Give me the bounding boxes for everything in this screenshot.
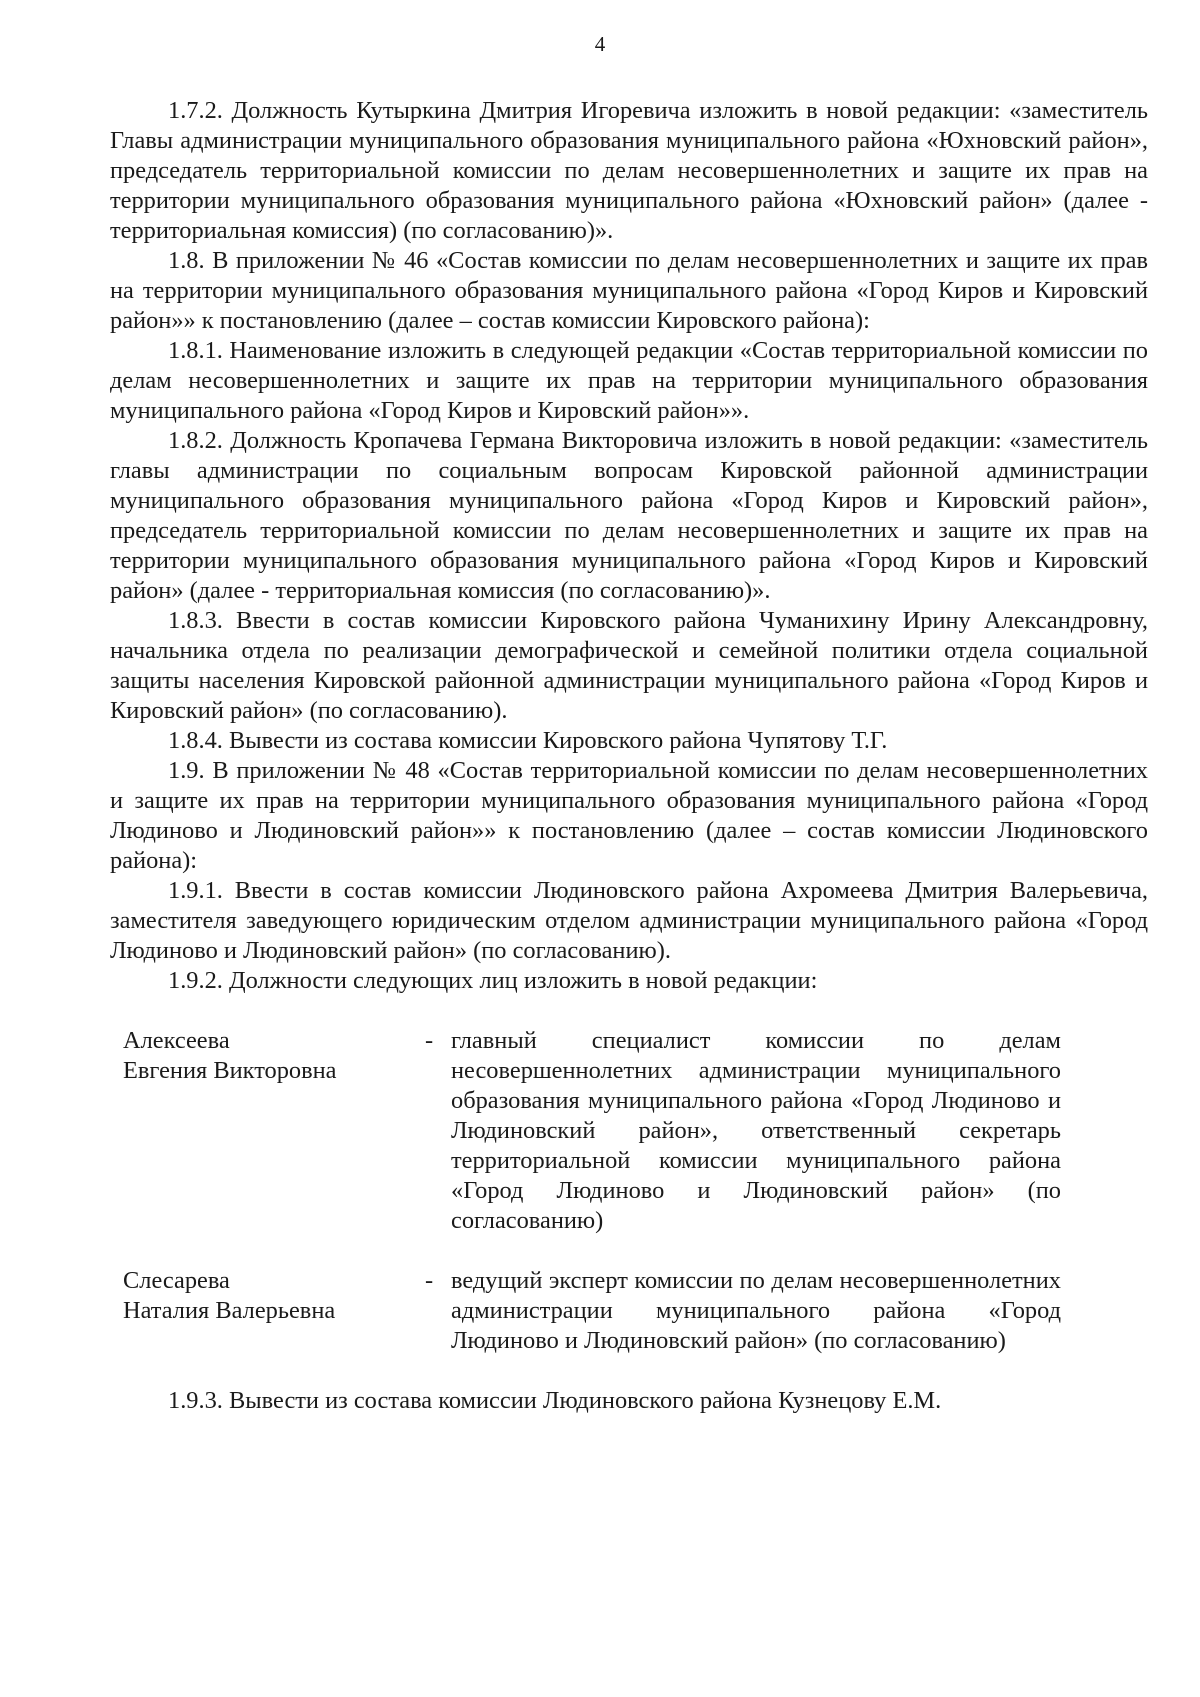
position-description: ведущий эксперт комиссии по делам несовершеннолетних администрации муниципального района «Город Людиново и Людиновский район» (по согласованию) [451,1267,1061,1354]
paragraph-1-8-2: 1.8.2. Должность Кропачева Германа Викторовича изложить в новой редакции: «заместитель главы администрации по социальным вопросам Кировской районной администрации муниципального образования муниципального района «Город Киров и Кировский район», председатель территориальной комиссии по делам несовершеннолетних и защите их прав на территории муниципального образования муниципального района «Город Киров и Кировский район» (далее - территориальная комиссия (по согласованию)». [110,427,1148,604]
person-given-names: Евгения Викторовна [123,1057,337,1084]
person-name [110,1266,425,1356]
paragraph-1-9: 1.9. В приложении № 48 «Состав территориальной комиссии по делам несовершеннолетних и защите их прав на территории муниципального образования муниципального района «Город Людиново и Людиновский район»» к постановлению (далее – состав комиссии Людиновского района): [110,757,1148,874]
position-dash: - [425,1267,434,1294]
paragraph-1-8: 1.8. В приложении № 46 «Состав комиссии по делам несовершеннолетних и защите их прав на территории муниципального образования муниципального района «Город Киров и Кировский район»» к постановлению (далее – состав комиссии Кировского района): [110,247,1148,334]
document-body [110,96,1148,1416]
paragraph-1-9-2: 1.9.2. Должности следующих лиц изложить в новой редакции: [168,967,818,994]
person-surname: Алексеева [123,1027,230,1054]
person-name [110,1026,425,1236]
person-surname: Слесарева [123,1267,230,1294]
paragraph-1-8-4: 1.8.4. Вывести из состава комиссии Кировского района Чупятову Т.Г. [168,727,888,754]
paragraph-1-7-2: 1.7.2. Должность Кутыркина Дмитрия Игоревича изложить в новой редакции: «заместитель Главы администрации муниципального образования муниципального района «Юхновский район», председатель территориальной комиссии по делам несовершеннолетних и защите их прав на территории муниципального образования муниципального района «Юхновский район» (далее - территориальная комиссия) (по согласованию)». [110,97,1148,244]
position-entry [110,1026,1148,1236]
paragraph-1-9-1: 1.9.1. Ввести в состав комиссии Людиновского района Ахромеева Дмитрия Валерьевича, заместителя заведующего юридическим отделом администрации муниципального района «Город Людиново и Людиновский район» (по согласованию). [110,877,1148,964]
person-given-names: Наталия Валерьевна [123,1297,336,1324]
page-number: 4 [594,32,606,56]
paragraph-1-9-3: 1.9.3. Вывести из состава комиссии Людиновского района Кузнецову Е.М. [168,1387,942,1414]
positions-list [110,1026,1148,1356]
paragraph-1-8-3: 1.8.3. Ввести в состав комиссии Кировского района Чуманихину Ирину Александровну, начальника отдела по реализации демографической и семейной политики отдела социальной защиты населения Кировской районной администрации муниципального района «Город Киров и Кировский район» (по согласованию). [110,607,1148,724]
position-description: главный специалист комиссии по делам несовершеннолетних администрации муниципального образования муниципального района «Город Людиново и Людиновский район», ответственный секретарь территориальной комиссии муниципального района «Город Людиново и Людиновский район» (по согласованию) [451,1027,1061,1234]
position-entry [110,1266,1148,1356]
position-dash: - [425,1027,434,1054]
paragraph-1-8-1: 1.8.1. Наименование изложить в следующей редакции «Состав территориальной комиссии по делам несовершеннолетних и защите их прав на территории муниципального образования муниципального района «Город Киров и Кировский район»». [110,337,1148,424]
